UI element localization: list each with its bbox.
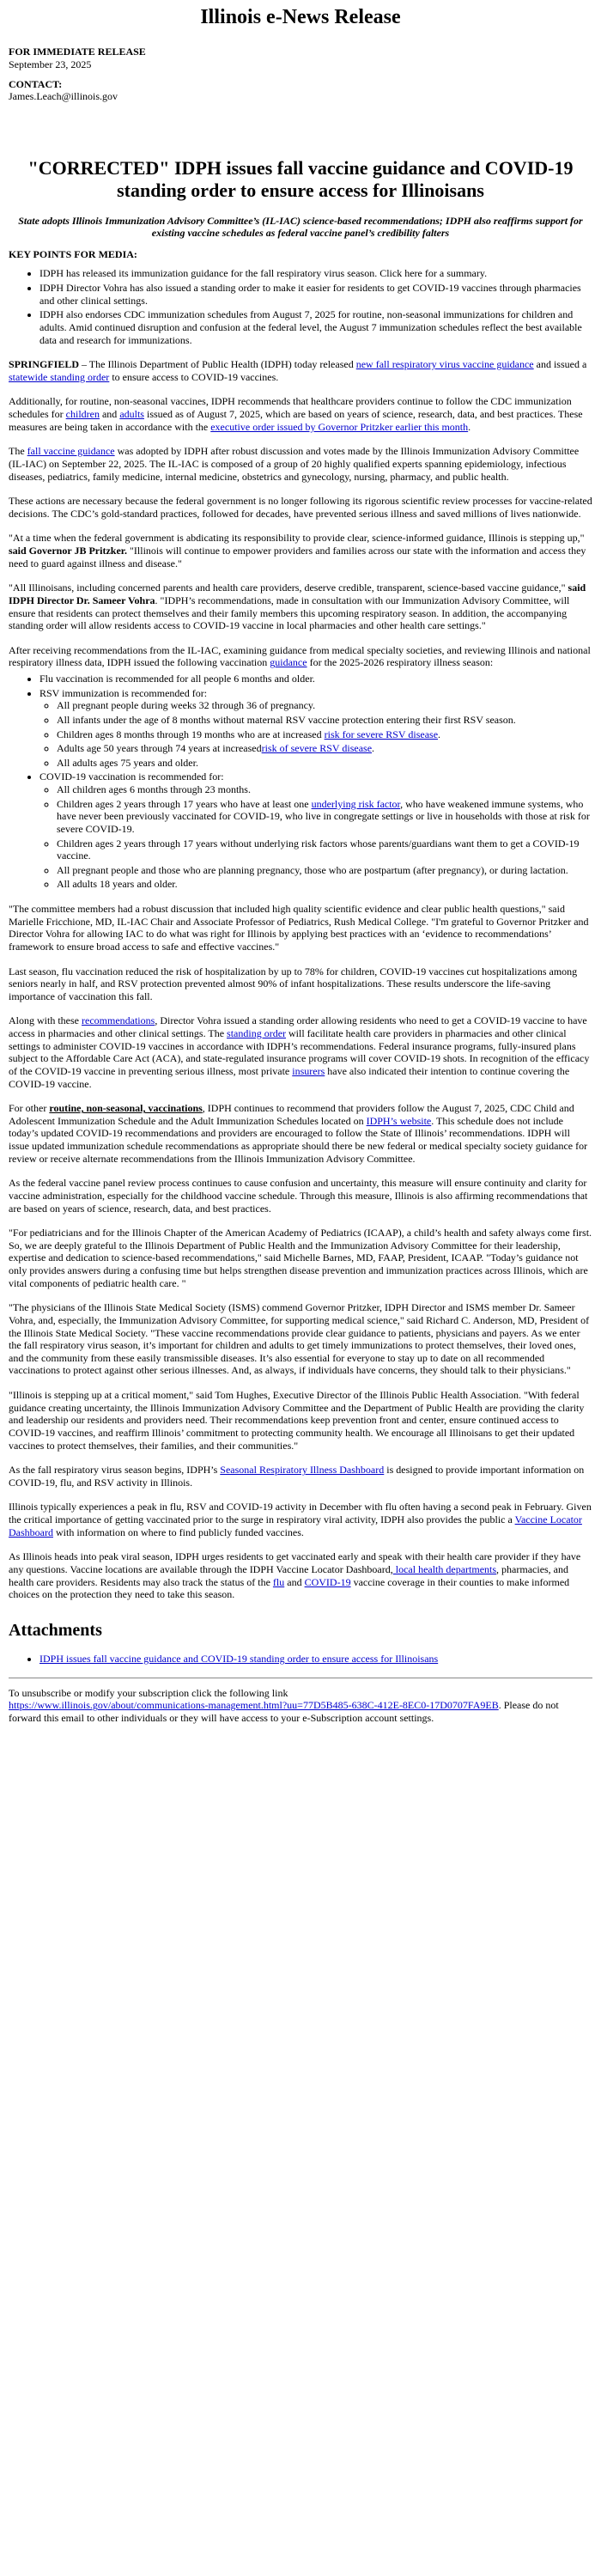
list-item: ◦ Children ages 2 years through 17 years who have at least one underlying risk factor, who have weakened immune systems, who have never been previously vaccinated for COVID-19, who live in congregate settings or live in households with those at risk for severe COVID-19. xyxy=(57,798,592,836)
list-item xyxy=(39,1653,592,1666)
list-item: • Flu vaccination is recommended for all people 6 months and older. xyxy=(39,673,592,685)
fall-vaccine-guidance-link[interactable]: fall vaccine guidance xyxy=(27,445,115,458)
children-schedule-link[interactable]: children xyxy=(65,408,100,421)
rsv-list xyxy=(39,699,592,769)
quote-icaap: "For pediatricians and for the Illinois Chapter of the American Academy of Pediatrics (ICAAP), a child’s health and safety always come first. So, we are deeply grateful to the Illinois Department of Public Health and the Immunization Advisory Committee for their leadership, expertise and dedication to science-based recommendations," said Michelle Barnes, MD, FAAP, President, ICAAP. "Today’s guidance not only provides answers during a confusing time but helps strengthen disease prevention and immunization practices across Illinois, which are vital components of pediatric health care. " xyxy=(9,1227,592,1289)
standing-order-link-2[interactable]: standing order xyxy=(227,1027,287,1040)
quote-ipha: "Illinois is stepping up at a critical moment," said Tom Hughes, Executive Director of the Illinois Public Health Association. "With federal guidance creating uncertainty, the Illinois Immunization Advisory Committee and the Department of Public Health are providing the clarity and leadership our residents and providers need. Their recommendations keep prevention front and center, ensure continued access to COVID-19 vaccines, and reaffirm Illinois’ commitment to protecting community health. We encourage all Illinoisans to get their updated vaccines to protect themselves, their families, and their communities." xyxy=(9,1389,585,1452)
list-item: • IDPH also endorses CDC immunization schedules from August 7, 2025 for routine, non-seasonal immunizations for children and adults. Amid continued disruption and confusion at the federal level, the August 7 immunization schedules reflect the best available data and research for immunizations. xyxy=(39,308,592,346)
list-item: ◦ All adults 18 years and older. xyxy=(57,878,592,891)
list-item: ◦ All adults ages 75 years and older. xyxy=(57,757,592,770)
unsubscribe-link[interactable]: https://www.illinois.gov/about/communications-management.html?uu=77D5B485-638C-412E-8EC0-17D0707FA9EB xyxy=(9,1699,499,1712)
respiratory-dashboard-link[interactable]: Seasonal Respiratory Illness Dashboard xyxy=(220,1464,385,1477)
paragraph: After receiving recommendations from the IL-IAC, examining guidance from medical specialty societies, and reviewing Illinois and national respiratory illness data, IDPH issued the following vaccination guidance for the 2025-2026 respiratory illness season: xyxy=(9,643,591,669)
recommendations-link[interactable]: recommendations xyxy=(82,1014,155,1027)
quote-governor: "At a time when the federal government is abdicating its responsibility to provide clear, science-informed guidance, Illinois is stepping up," said Governor JB Pritzker. "Illinois will continue to empower providers and families across our state with the information and access they need to guard against illness and disease." xyxy=(9,532,586,569)
paragraph: Additionally, for routine, non-seasonal vaccines, IDPH recommends that healthcare providers continue to follow the CDC immunization schedules for children and adults issued as of August 7, 2025, which are based on years of science, research, data, and best practices. These measures are being taken in accordance with the executive order issued by Governor Pritzker earlier this month. xyxy=(9,395,583,433)
paragraph: Illinois typically experiences a peak in flu, RSV and COVID-19 activity in December with flu often having a second peak in February. Given the critical importance of getting vaccinated prior to the surge in respiratory viral activity, IDPH also provides the public a Vaccine Locator Dashboard with information on where to find publicly funded vaccines. xyxy=(9,1501,592,1538)
idph-website-link[interactable]: IDPH’s website xyxy=(366,1114,432,1127)
quote-director: "All Illinoisans, including concerned parents and health care providers, deserve credible, transparent, science-based vaccine guidance," said IDPH Director Dr. Sameer Vohra. "IDPH’s recommendations, made in consultation with our Immunization Advisory Committee, will ensure that residents can protect themselves and their family members this upcoming respiratory season. In addition, the accompanying standing order will allow residents access to COVID-19 vaccine in local pharmacies and other health care settings." xyxy=(9,582,586,632)
press-release xyxy=(0,5,601,1725)
subheadline: State adopts Illinois Immunization Advisory Committee’s (IL-IAC) science-based recommendations; IDPH also reaffirms support for existing vaccine schedules as federal vaccine panel’s credibility falters xyxy=(18,214,583,240)
paragraph: Last season, flu vaccination reduced the risk of hospitalization by up to 78% for children, COVID-19 vaccines cut hospitalizations among seniors nearly in half, and RSV protection prevented almost 90% of infant hospitalizations. These results underscore the life-saving importance of vaccination this fall. xyxy=(9,965,578,1002)
list-item: • IDPH Director Vohra has also issued a standing order to make it easier for residents to get COVID-19 vaccines through pharmacies and other clinical settings. xyxy=(39,282,592,307)
rsv-risk-adults-link[interactable]: risk of severe RSV disease xyxy=(261,742,373,755)
paragraph: These actions are necessary because the federal government is no longer following its rigorous scientific review processes for vaccine-related decisions. The CDC’s gold-standard practices, followed for decades, have prevented serious illness and saved millions of lives nationwide. xyxy=(9,495,592,520)
footer: To unsubscribe or modify your subscription click the following link https://www.illinois.gov/about/communications-management.html?uu=77D5B485-638C-412E-8EC0-17D0707FA9EB. Please do not forward this email to other individuals or they will have access to your e-Subscription account settings. xyxy=(9,1686,559,1725)
covid-coverage-link[interactable]: COVID-19 xyxy=(304,1575,351,1588)
attachment-link[interactable]: IDPH issues fall vaccine guidance and COVID-19 standing order to ensure access for Illinoisans xyxy=(39,1653,439,1666)
list-item: • RSV immunization is recommended for: ◦ All pregnant people during weeks 32 through 36 of pregnancy. ◦ All infants under the age of 8 months without maternal RSV vaccine protection entering their first RSV season. ◦ Children ages 8 months through 19 months who are at increased risk for severe RSV disease. ◦ Adults age 50 years through 74 years at increasedrisk of severe RSV disease. ◦ All adults ages 75 years and older. xyxy=(39,687,592,770)
paragraph: For other routine, non-seasonal, vaccinations, IDPH continues to recommend that providers follow the August 7, 2025, CDC Child and Adolescent Immunization Schedule and the Adult Immunization Schedules located on IDPH’s website. This schedule does not include today’s updated COVID-19 recommendations and providers are encouraged to follow the State of Illinois’ recommendations. IDPH will issue updated immunization schedule recommendations as appropriate should there be new federal or medical specialty society guidance for review or receive alternate recommendations from the Illinois Immunization Advisory Committee. xyxy=(9,1102,588,1165)
list-item: ◦ All pregnant people and those who are planning pregnancy, those who are postpartum (after pregnancy), or during lactation. xyxy=(57,864,592,877)
key-points-title: KEY POINTS FOR MEDIA: xyxy=(9,247,137,260)
attachments-list xyxy=(9,1653,592,1666)
executive-order-link[interactable]: executive order issued by Governor Pritzker earlier this month xyxy=(210,420,469,433)
list-item: ◦ All pregnant people during weeks 32 through 36 of pregnancy. xyxy=(57,699,592,712)
flu-coverage-link[interactable]: flu xyxy=(272,1575,285,1588)
dateline: SPRINGFIELD xyxy=(9,358,80,371)
paragraph-intro: SPRINGFIELD – The Illinois Department of Public Health (IDPH) today released new fall respiratory virus vaccine guidance and issued a statewide standing order to ensure access to COVID-19 vaccines. xyxy=(9,358,587,383)
underlying-risk-link[interactable]: underlying risk factor xyxy=(311,797,401,810)
guidance-link[interactable]: guidance xyxy=(270,656,307,669)
paragraph: Along with these recommendations, Director Vohra issued a standing order allowing residents who need to get a COVID-19 vaccine to have access in pharmacies and other clinical settings. The standing order will facilitate health care providers in pharmacies and other clinical settings to administer COVID-19 vaccines in accordance with IDPH’s recommendations. Federal insurance programs, fully-insured plans subject to the Affordable Care Act (ACA), and state-regulated insurance programs will cover COVID-19 shots. In recognition of the efficacy of the COVID-19 vaccine in preventing serious illness, most private insurers have also indicated their intention to continue covering the COVID-19 vaccine. xyxy=(9,1014,590,1090)
attachments-title: Attachments xyxy=(9,1620,102,1640)
list-item: ◦ All children ages 6 months through 23 months. xyxy=(57,783,592,796)
guidance-list xyxy=(9,673,592,891)
paragraph: The fall vaccine guidance was adopted by IDPH after robust discussion and votes made by the Illinois Immunization Advisory Committee (IL-IAC) on September 22, 2025. The IL-IAC is composed of a group of 20 highly qualified experts spanning epidemiology, infectious diseases, pediatrics, family medicine, internal medicine, obstetrics and gynecology, nursing, pharmacy, and public health. xyxy=(9,445,580,483)
paragraph: As the federal vaccine panel review process continues to cause confusion and uncertainty, this measure will ensure continuity and clarity for vaccine administration, especially for the childhood vaccine schedule. Through this measure, Illinois is also affirming recommendations that are based on years of science, research, data, and best practices. xyxy=(9,1177,588,1215)
list-item: • COVID-19 vaccination is recommended for: ◦ All children ages 6 months through 23 months. ◦ Children ages 2 years through 17 years who have at least one underlying risk factor, who have weakened immune systems, who have never been previously vaccinated for COVID-19, who live in congregate settings or live in households with those at risk for severe COVID-19. ◦ Children ages 2 years through 17 years without underlying risk factors whose parents/guardians want them to get a COVID-19 vaccine. ◦ All pregnant people and those who are planning pregnancy, those who are postpartum (after pregnancy), or during lactation. ◦ All adults 18 years and older. xyxy=(39,770,592,891)
local-health-departments-link[interactable]: local health departments xyxy=(392,1562,497,1575)
release-date: September 23, 2025 xyxy=(9,58,92,70)
list-item: ◦ Children ages 8 months through 19 months who are at increased risk for severe RSV disease. xyxy=(57,728,592,741)
vaccine-locator-link[interactable]: Vaccine Locator Dashboard xyxy=(9,1513,582,1538)
page-title: Illinois e-News Release xyxy=(200,6,401,28)
adults-schedule-link[interactable]: adults xyxy=(119,408,144,421)
contact-info xyxy=(9,78,592,103)
fall-guidance-link[interactable]: new fall respiratory virus vaccine guidance xyxy=(355,358,534,371)
contact-email: James.Leach@illinois.gov xyxy=(9,90,118,103)
list-item: ◦ All infants under the age of 8 months without maternal RSV vaccine protection entering their first RSV season. xyxy=(57,714,592,727)
insurers-link[interactable]: insurers xyxy=(292,1064,325,1077)
covid-list xyxy=(39,783,592,891)
release-info xyxy=(9,46,592,70)
contact-label: CONTACT: xyxy=(9,77,63,90)
standing-order-link[interactable]: statewide standing order xyxy=(9,370,110,383)
rsv-risk-link[interactable]: risk for severe RSV disease xyxy=(324,728,439,740)
list-item: ◦ Adults age 50 years through 74 years at increasedrisk of severe RSV disease. xyxy=(57,742,592,755)
headline: "CORRECTED" IDPH issues fall vaccine guidance and COVID-19 standing order to ensure access for Illinoisans xyxy=(27,156,574,202)
list-item: • IDPH has released its immunization guidance for the fall respiratory virus season. Click here for a summary. xyxy=(39,267,592,280)
list-item: ◦ Children ages 2 years through 17 years without underlying risk factors whose parents/guardians want them to get a COVID-19 vaccine. xyxy=(57,837,592,862)
key-points-list xyxy=(9,267,592,346)
quote-isms: "The physicians of the Illinois State Medical Society (ISMS) commend Governor Pritzker, IDPH Director and ISMS member Dr. Sameer Vohra, and, especially, the Immunization Advisory Committee, for supporting medical science," said Richard C. Anderson, MD, President of the Illinois State Medical Society. "These vaccine recommendations provide clear guidance to patients, physicians and payers. As we enter the fall respiratory virus season, it’s important for children and adults to get timely immunizations to protect themselves, their loved ones, and the community from these easily transmissible diseases. It’s also essential for everyone to stay up to date on all recommended vaccinations to protect against other serious illnesses. And, as always, if individuals have concerns, they should talk to their physicians." xyxy=(9,1301,590,1377)
paragraph: As the fall respiratory virus season begins, IDPH’s Seasonal Respiratory Illness Dashboard is designed to provide important information on COVID-19, flu, and RSV activity in Illinois. xyxy=(9,1464,585,1489)
paragraph: As Illinois heads into peak viral season, IDPH urges residents to get vaccinated early and speak with their health care provider if they have any questions. Vaccine locations are available through the IDPH Vaccine Locator Dashboard, local health departments, pharmacies, and health care providers. Residents may also track the status of the flu and COVID-19 vaccine coverage in their counties to make informed choices on the protection they need to take this season. xyxy=(9,1550,581,1601)
release-label: FOR IMMEDIATE RELEASE xyxy=(9,46,146,58)
quote-iac-chair: "The committee members had a robust discussion that included high quality scientific evidence and clear public health questions," said Marielle Fricchione, MD, IL-IAC Chair and Associate Professor of Pediatrics, Rush Medical College. "I'm grateful to Governor Pritzker and Director Vohra for allowing IAC to do what was right for Illinois by applying best practices with an ‘evidence to recommendations’ framework to ensure broad access to safe and effective vaccines." xyxy=(9,903,589,953)
